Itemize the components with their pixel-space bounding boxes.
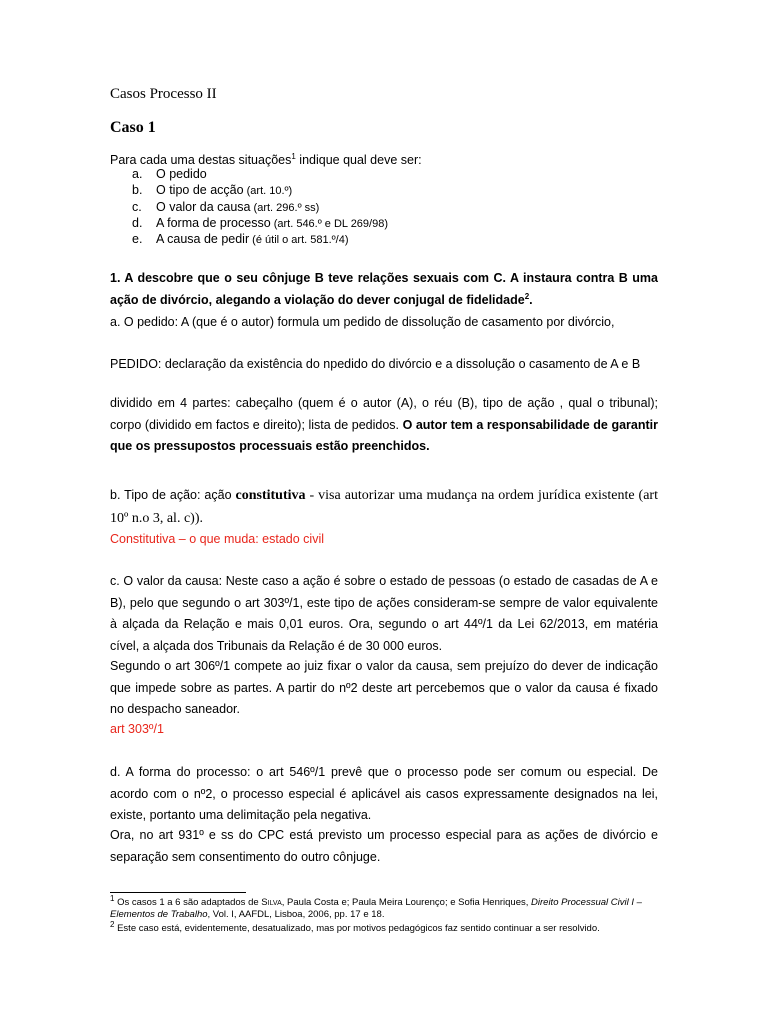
answer-a: a. O pedido: A (que é o autor) formula um pedido de dissolução de casamento por divórcio,: [110, 315, 615, 329]
list-item: e. A causa de pedir (é útil o art. 581.º/4): [132, 232, 349, 247]
structure-paragraph: dividido em 4 partes: cabeçalho (quem é o autor (A), o réu (B), tipo de ação , qual o tribunal); corpo (dividido em factos e direito); lista de pedidos. O autor tem a responsabilidade de garantir que os pressupostos processuais estão preenchidos.: [110, 396, 658, 453]
list-item: a. O pedido: [132, 167, 207, 181]
question-list: [132, 166, 388, 247]
answer-b: b. Tipo de ação: ação constitutiva - visa autorizar uma mudança na ordem jurídica existente (art 10º n.o 3, al. c)).: [110, 488, 658, 526]
footnote-separator: [110, 892, 246, 893]
note-c: art 303º/1: [110, 722, 164, 736]
footnote-2: $^2$ Este caso está, evidentemente, desatualizado, mas por motivos pedagógicos faz sentido continuar a ser resolvido.: [110, 919, 600, 934]
intro-text: Para cada uma destas situações$^1$ indique qual deve ser:: [110, 151, 422, 167]
question-1: 1. A descobre que o seu cônjuge B teve relações sexuais com C. A instaura contra B uma ação de divórcio, alegando a violação do dever conjugal de fidelidade$^2$.: [110, 271, 658, 307]
list-item: b. O tipo de acção (art. 10.º): [132, 183, 293, 198]
document-title: Casos Processo II: [110, 86, 217, 102]
list-item: c. O valor da causa (art. 296.º ss): [132, 199, 320, 214]
footnote-ref-1[interactable]: 1: [291, 151, 296, 161]
pedido-paragraph: PEDIDO: declaração da existência do npedido do divórcio e a dissolução o casamento de A e B: [110, 357, 641, 371]
answer-c: c. O valor da causa: Neste caso a ação é sobre o estado de pessoas (o estado de casadas de A e B), pelo que segundo o art 303º/1, este tipo de ações consideram-se sempre de valor equivalente à alçada da Relação e mais 0,01 euros. Ora, segundo o art 44º/1 da Lei 62/2013, em matéria cível, a alçada dos Tribunais da Relação é de 30 000 euros.: [110, 574, 658, 653]
list-item: d. A forma de processo (art. 546.º e DL 269/98): [132, 215, 388, 230]
answer-d: d. A forma do processo: o art 546º/1 prevê que o processo pode ser comum ou especial. De acordo com o nº2, o processo especial é aplicável ais casos expressamente designados na lei, existe, portanto uma delimitação pela negativa.: [110, 765, 658, 822]
footnote-ref-2[interactable]: 2: [524, 291, 530, 301]
footnote-1: $^1$ Os casos 1 a 6 são adaptados de Silva, Paula Costa e; Paula Meira Lourenço; e Sofia Henriques, Direito Processual Civil I – Elementos de Trabalho, Vol. I, AAFDL, Lisboa, 2006, pp. 17 e 18.: [110, 893, 642, 920]
answer-c-continued: Segundo o art 306º/1 compete ao juiz fixar o valor da causa, sem prejuízo do dever de indicação que impede sobre as partes. A partir do nº2 deste art percebemos que o valor da causa é fixado no despacho saneador.: [110, 659, 658, 716]
note-b: Constitutiva – o que muda: estado civil: [110, 532, 325, 546]
answer-d-continued: Ora, no art 931º e ss do CPC está previsto um processo especial para as ações de divórcio e separação sem consentimento do outro cônjuge.: [110, 828, 658, 864]
case-title: Caso 1: [110, 119, 156, 136]
